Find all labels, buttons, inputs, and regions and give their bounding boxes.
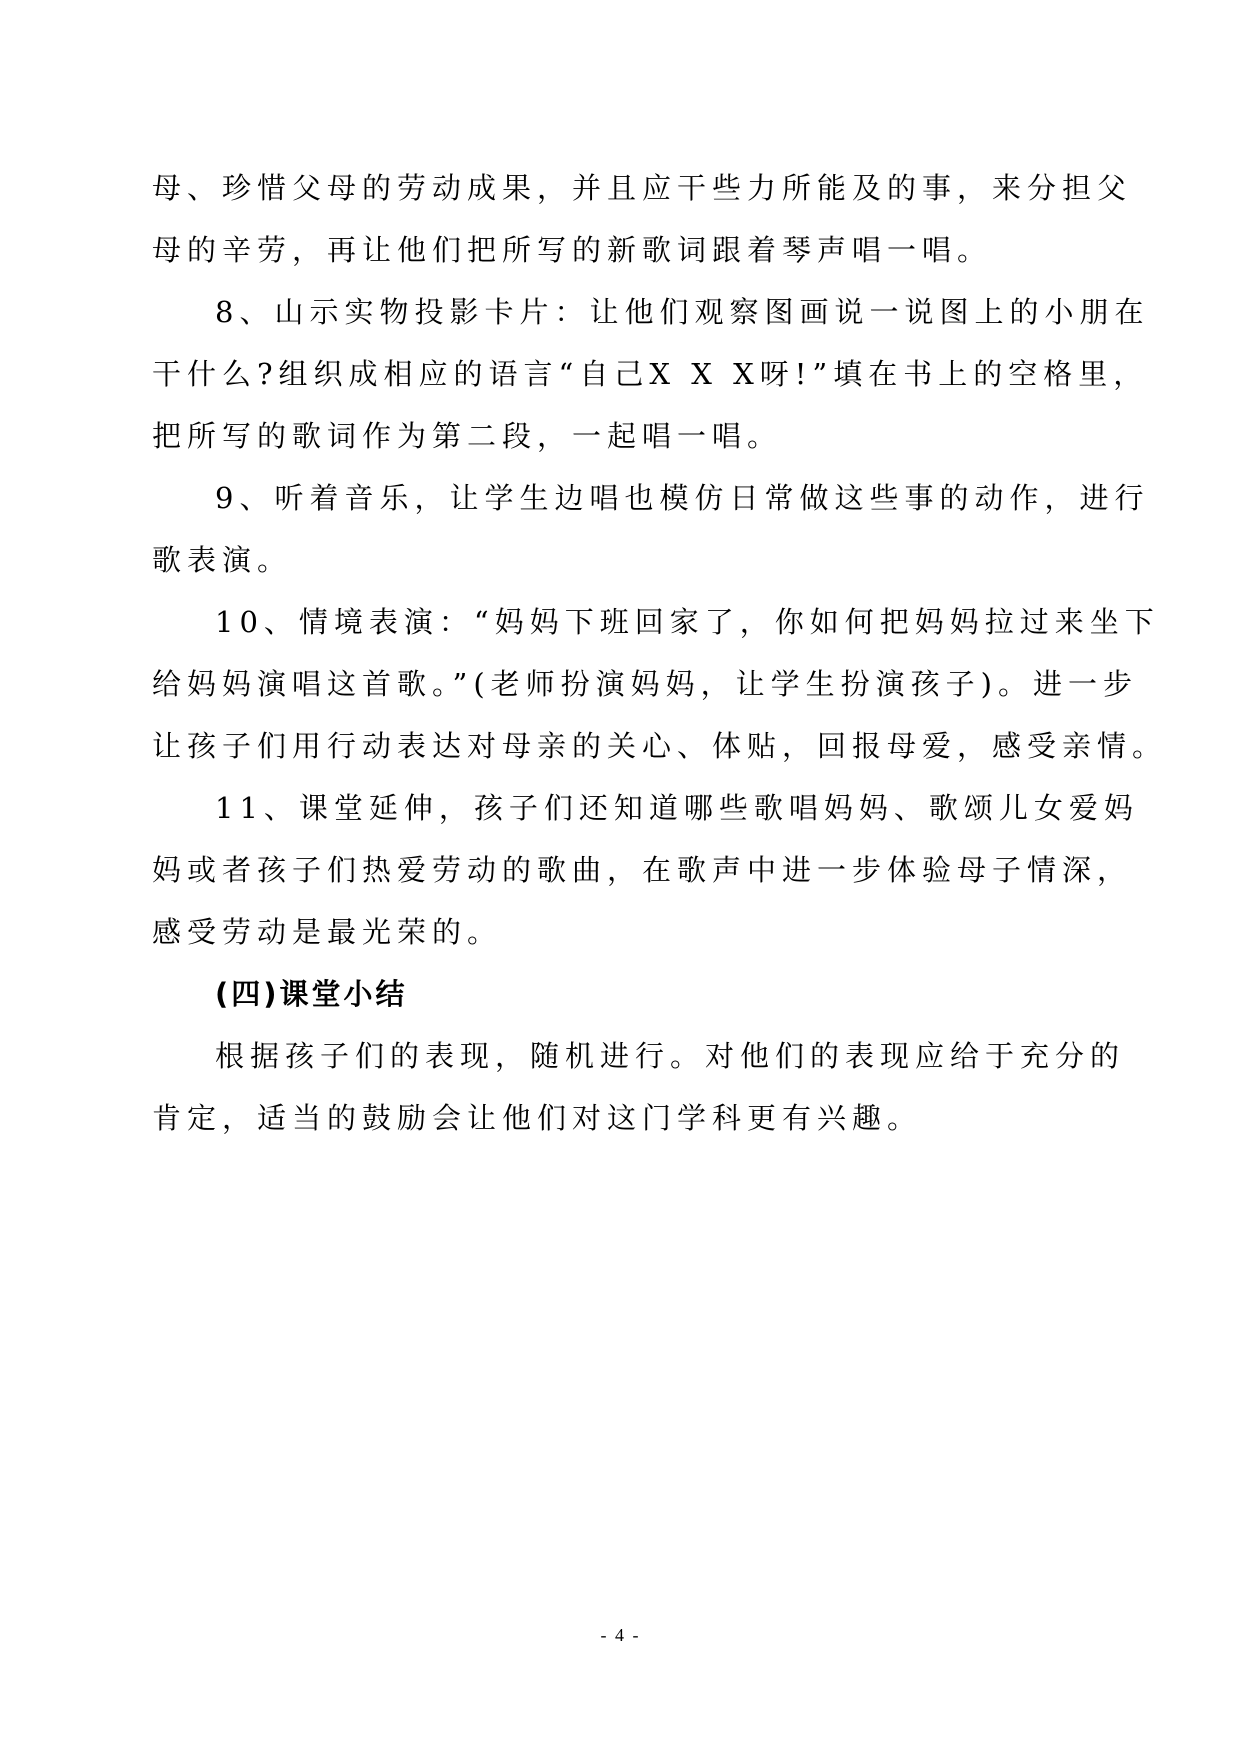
paragraph-line-item-10: 10、情境表演：“妈妈下班回家了，你如何把妈妈拉过来坐下 — [215, 605, 1160, 639]
paragraph-line-item-8: 8、山示实物投影卡片：让他们观察图画说一说图上的小朋在 — [215, 295, 1150, 329]
summary-line: 根据孩子们的表现，随机进行。对他们的表现应给于充分的 — [215, 1039, 1126, 1073]
paragraph-line: 妈或者孩子们热爱劳动的歌曲，在歌声中进一步体验母子情深， — [152, 853, 1133, 887]
section-heading: (四)课堂小结 — [215, 977, 408, 1011]
paragraph-line-item-11: 11、课堂延伸，孩子们还知道哪些歌唱妈妈、歌颂儿女爱妈 — [215, 791, 1139, 825]
paragraph-line: 感受劳动是最光荣的。 — [152, 915, 503, 949]
document-body — [152, 157, 1168, 1149]
summary-line: 肯定，适当的鼓励会让他们对这门学科更有兴趣。 — [152, 1101, 923, 1135]
paragraph-line: 让孩子们用行动表达对母亲的关心、体贴，回报母爱，感受亲情。 — [152, 729, 1168, 763]
paragraph-line: 母、珍惜父母的劳动成果，并且应干些力所能及的事，来分担父 — [152, 171, 1133, 205]
page-number: - 4 - — [600, 1625, 641, 1645]
paragraph-line: 母的辛劳，再让他们把所写的新歌词跟着琴声唱一唱。 — [152, 233, 993, 267]
paragraph-line-item-9: 9、听着音乐，让学生边唱也模仿日常做这些事的动作，进行 — [215, 481, 1150, 515]
paragraph-line: 给妈妈演唱这首歌。”(老师扮演妈妈，让学生扮演孩子)。进一步 — [152, 667, 1138, 701]
paragraph-line: 把所写的歌词作为第二段，一起唱一唱。 — [152, 419, 783, 453]
paragraph-line: 歌表演。 — [152, 543, 293, 577]
paragraph-line: 干什么?组织成相应的语言“自己X X X呀!”填在书上的空格里， — [152, 357, 1149, 391]
